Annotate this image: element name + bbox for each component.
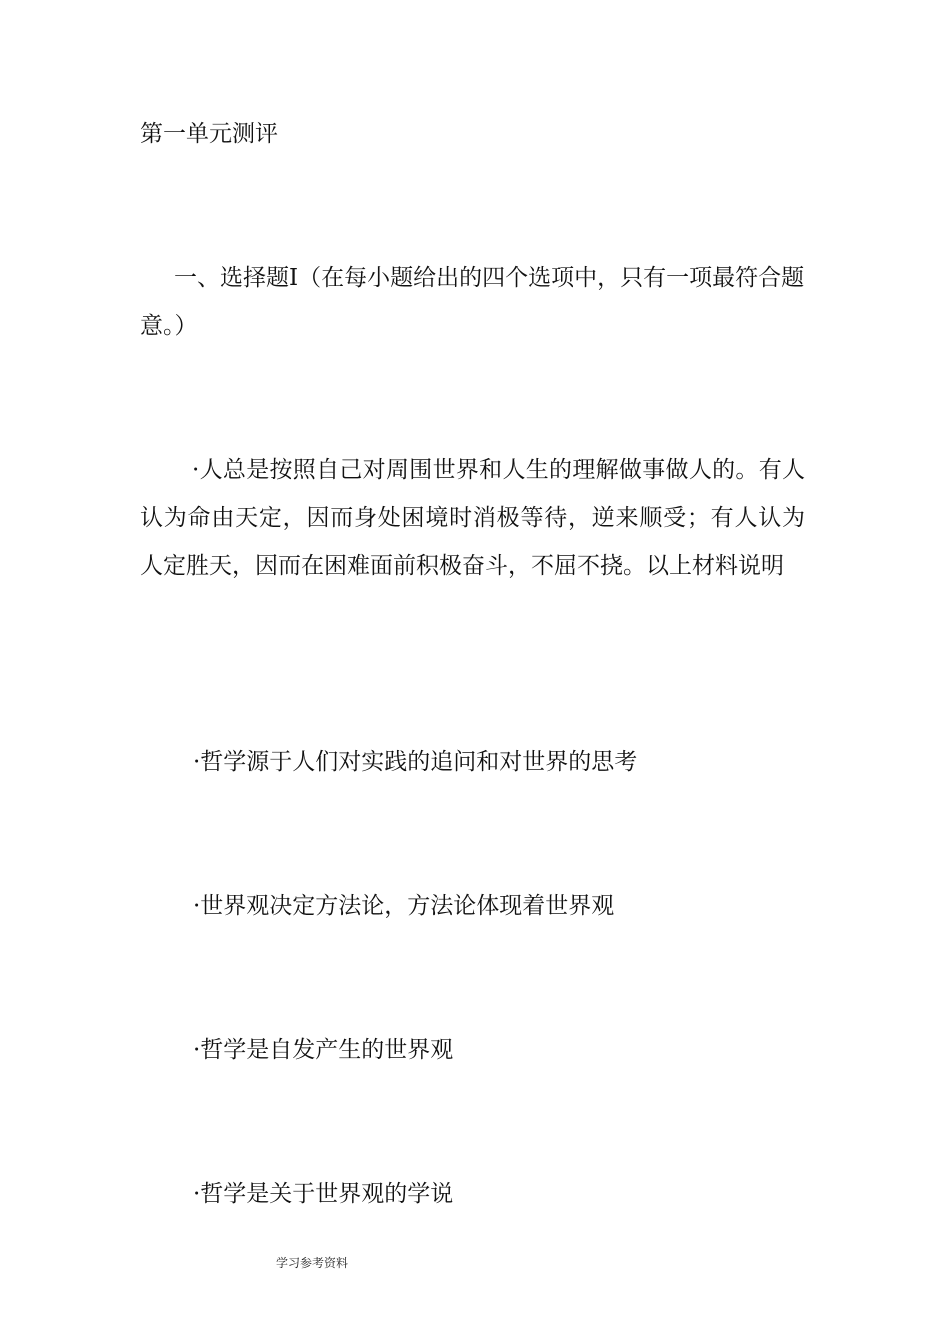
option-a: ·哲学源于人们对实践的追问和对世界的思考 <box>193 749 638 775</box>
section-heading: 一、选择题Ⅰ（在每小题给出的四个选项中，只有一项最符合题意。） <box>140 265 805 339</box>
page-title: 第一单元测评 <box>140 121 278 147</box>
option-d: ·哲学是关于世界观的学说 <box>193 1181 454 1207</box>
option-c: ·哲学是自发产生的世界观 <box>193 1037 454 1063</box>
footer-note: 学习参考资料 <box>276 1256 349 1270</box>
option-b: ·世界观决定方法论，方法论体现着世界观 <box>193 893 615 919</box>
question-text: ·人总是按照自己对周围世界和人生的理解做事做人的。有人认为命由天定，因而身处困境时消极等待，逆来顺受；有人认为人定胜天，因而在困难面前积极奋斗，不屈不挠。以上材料说明 <box>140 457 805 579</box>
